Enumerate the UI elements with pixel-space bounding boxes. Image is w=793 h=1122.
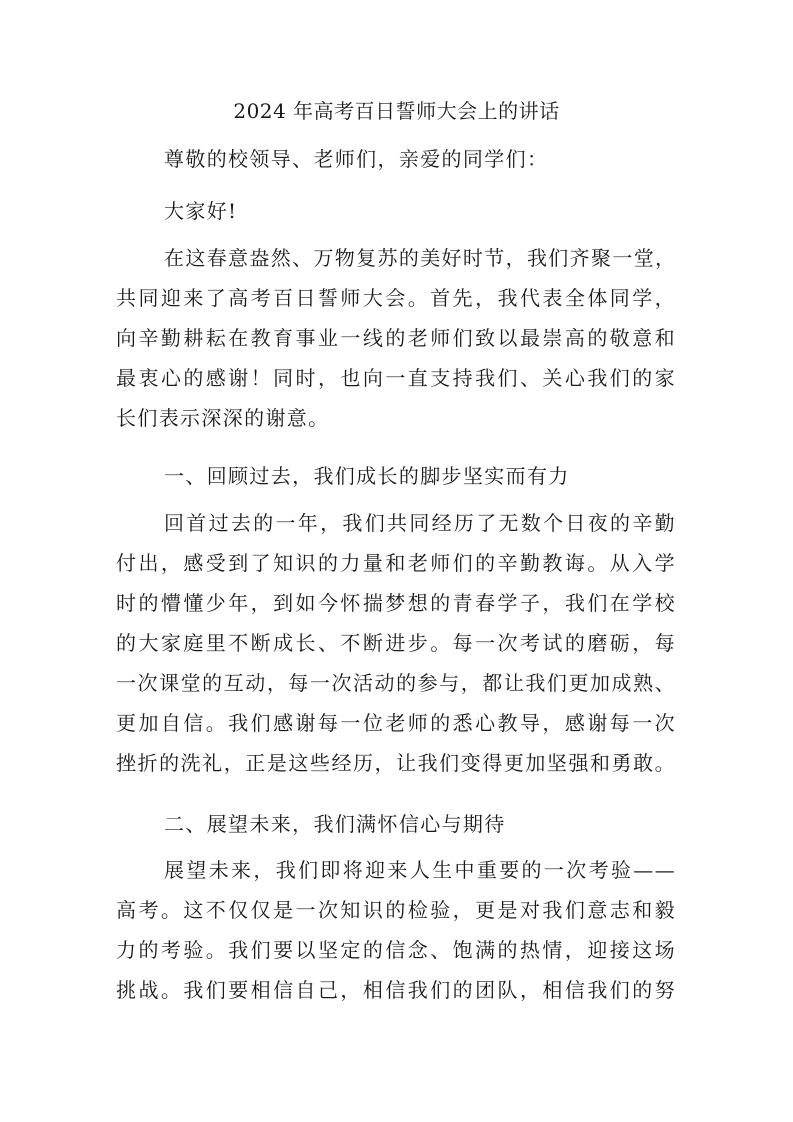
paragraph-line: 的大家庭里不断成长、不断进步。每一次考试的磨砺，每 bbox=[116, 631, 676, 655]
paragraph-line: 展望未来，我们即将迎来人生中重要的一次考验—— bbox=[164, 858, 676, 882]
paragraph-line: 回首过去的一年，我们共同经历了无数个日夜的辛勤 bbox=[164, 511, 676, 535]
paragraph-line: 挫折的洗礼，正是这些经历，让我们变得更加坚强和勇敢。 bbox=[116, 751, 676, 775]
paragraph-line: 向辛勤耕耘在教育事业一线的老师们致以最崇高的敬意和 bbox=[116, 326, 676, 350]
paragraph-line: 付出，感受到了知识的力量和老师们的辛勤教诲。从入学 bbox=[116, 551, 676, 575]
paragraph-line: 最衷心的感谢！同时，也向一直支持我们、关心我们的家 bbox=[116, 366, 676, 390]
greeting-block bbox=[116, 191, 676, 231]
section-heading-2 bbox=[116, 804, 676, 844]
paragraph-2 bbox=[116, 503, 676, 783]
paragraph-3 bbox=[116, 850, 676, 1010]
paragraph-line: 在这春意盎然、万物复苏的美好时节，我们齐聚一堂， bbox=[164, 246, 677, 270]
paragraph-line: 共同迎来了高考百日誓师大会。首先，我代表全体同学， bbox=[116, 286, 676, 310]
paragraph-line: 高考。这不仅仅是一次知识的检验，更是对我们意志和毅 bbox=[116, 898, 676, 922]
document-title: 2024 年高考百日誓师大会上的讲话 bbox=[233, 99, 560, 123]
paragraph-line: 更加自信。我们感谢每一位老师的悉心教导，感谢每一次 bbox=[116, 711, 676, 735]
paragraph-line: 一次课堂的互动，每一次活动的参与，都让我们更加成熟、 bbox=[116, 671, 676, 695]
salutation-block bbox=[116, 139, 676, 179]
paragraph-line: 长们表示深深的谢意。 bbox=[116, 406, 330, 430]
section-heading: 一、回顾过去，我们成长的脚步坚实而有力 bbox=[164, 464, 570, 488]
greeting: 大家好! bbox=[164, 199, 238, 223]
paragraph-line: 力的考验。我们要以坚定的信念、饱满的热情，迎接这场 bbox=[116, 938, 676, 962]
section-heading-1 bbox=[116, 456, 676, 496]
paragraph-line: 时的懵懂少年，到如今怀揣梦想的青春学子，我们在学校 bbox=[116, 591, 676, 615]
section-heading: 二、展望未来，我们满怀信心与期待 bbox=[164, 812, 506, 836]
paragraph-line: 挑战。我们要相信自己，相信我们的团队，相信我们的努 bbox=[116, 978, 676, 1002]
paragraph-1 bbox=[116, 238, 676, 438]
salutation: 尊敬的校领导、老师们，亲爱的同学们： bbox=[164, 147, 549, 171]
